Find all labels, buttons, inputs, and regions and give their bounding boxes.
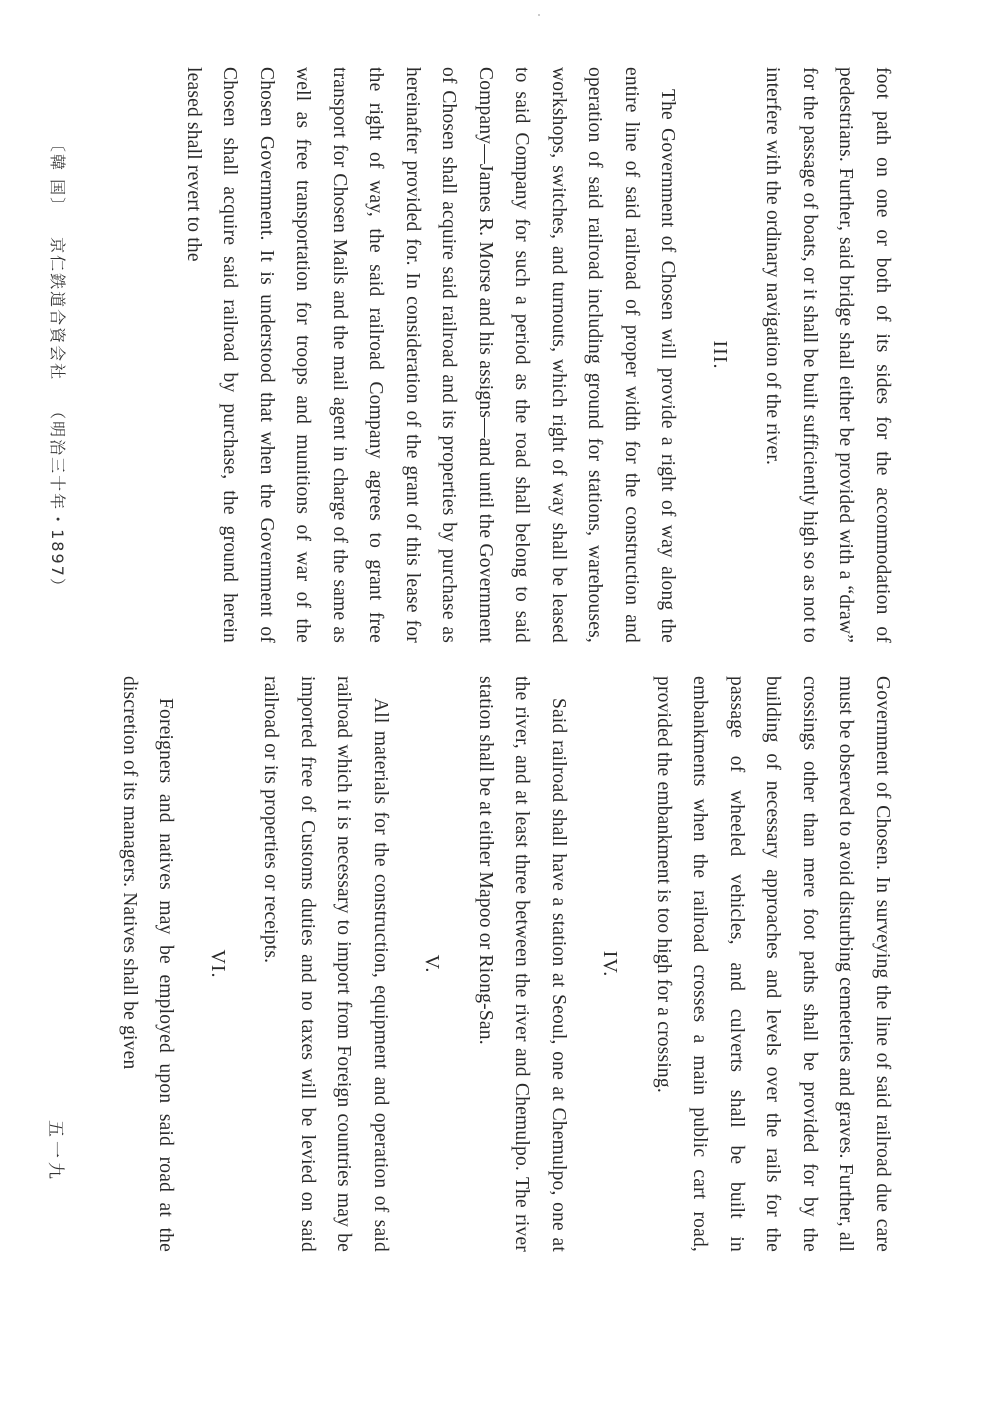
section-heading-iv: IV. [599,950,622,978]
running-footer [47,136,70,596]
footer-country: 〔韓 国〕 [48,136,67,216]
section-heading-iii: III. [709,340,731,370]
section-heading-vi: VI. [207,949,229,979]
left-text-column [175,67,901,643]
section-heading-v: V. [421,954,444,974]
footer-date: （明治三十年・1897） [48,403,67,596]
continued-paragraph: Government of Chosen. In surveying the line of said railroad due care must be observed to avoid disturbing cemeteries and graves. Further, all crossings other than mere foot paths shall be provided for by the building of necessary approaches and levels over the rails for the passage of wheeled vehicles, and culverts shall be built in embankments when the railroad crosses a main public cart road, provided the embankment is too high for a crossing. [653,676,893,1252]
right-text-column [111,676,901,1252]
scan-speck [538,14,540,16]
section-vi-text: Foreigners and natives may be employed upon said road at the discretion of its managers. Natives shall be given [119,676,177,1252]
continued-paragraph: foot path on one or both of its sides for the accommodation of pedestrians. Further, said bridge shall either be provided with a “draw” for the passage of boats, or it shall be built sufficiently high so as not to interfere with the ordinary navigation of the river. [762,67,893,643]
footer-company: 京仁鉄道合資会社 [48,237,67,382]
section-iii-text: The Government of Chosen will provide a right of way along the entire line of said railroad of proper width for the construction and operation of said railroad including ground for stations, warehouses, workshops, switches, and turnouts, which right of way shall be leased to said Company for such a period as the road shall belong to said Company—James R. Morse and his assigns—and until the Government of Chosen shall acquire said railroad and its properties by purchase as hereinafter provided for. In consideration of the grant of this lease for the right of way, the said railroad Company agrees to grant free transport for Chosen Mails and the mail agent in charge of the same as well as free transportation for troops and munitions of war of the Chosen Government. It is understood that when the Government of Chosen shall acquire said railroad by purchase, the ground herein leased shall revert to the [183,67,679,643]
section-iv-text: Said railroad shall have a station at Seoul, one at Chemulpo, one at the river, and at least three between the river and Chemulpo. The river station shall be at either Mapoo or Riong-San. [475,676,569,1252]
page-number: 五一九 [45,1120,65,1183]
section-v-text: All materials for the construction, equipment and operation of said railroad which it is necessary to import from Foreign countries may be imported free of Customs duties and no taxes will be levied on said railroad or its properties or receipts. [260,676,391,1252]
